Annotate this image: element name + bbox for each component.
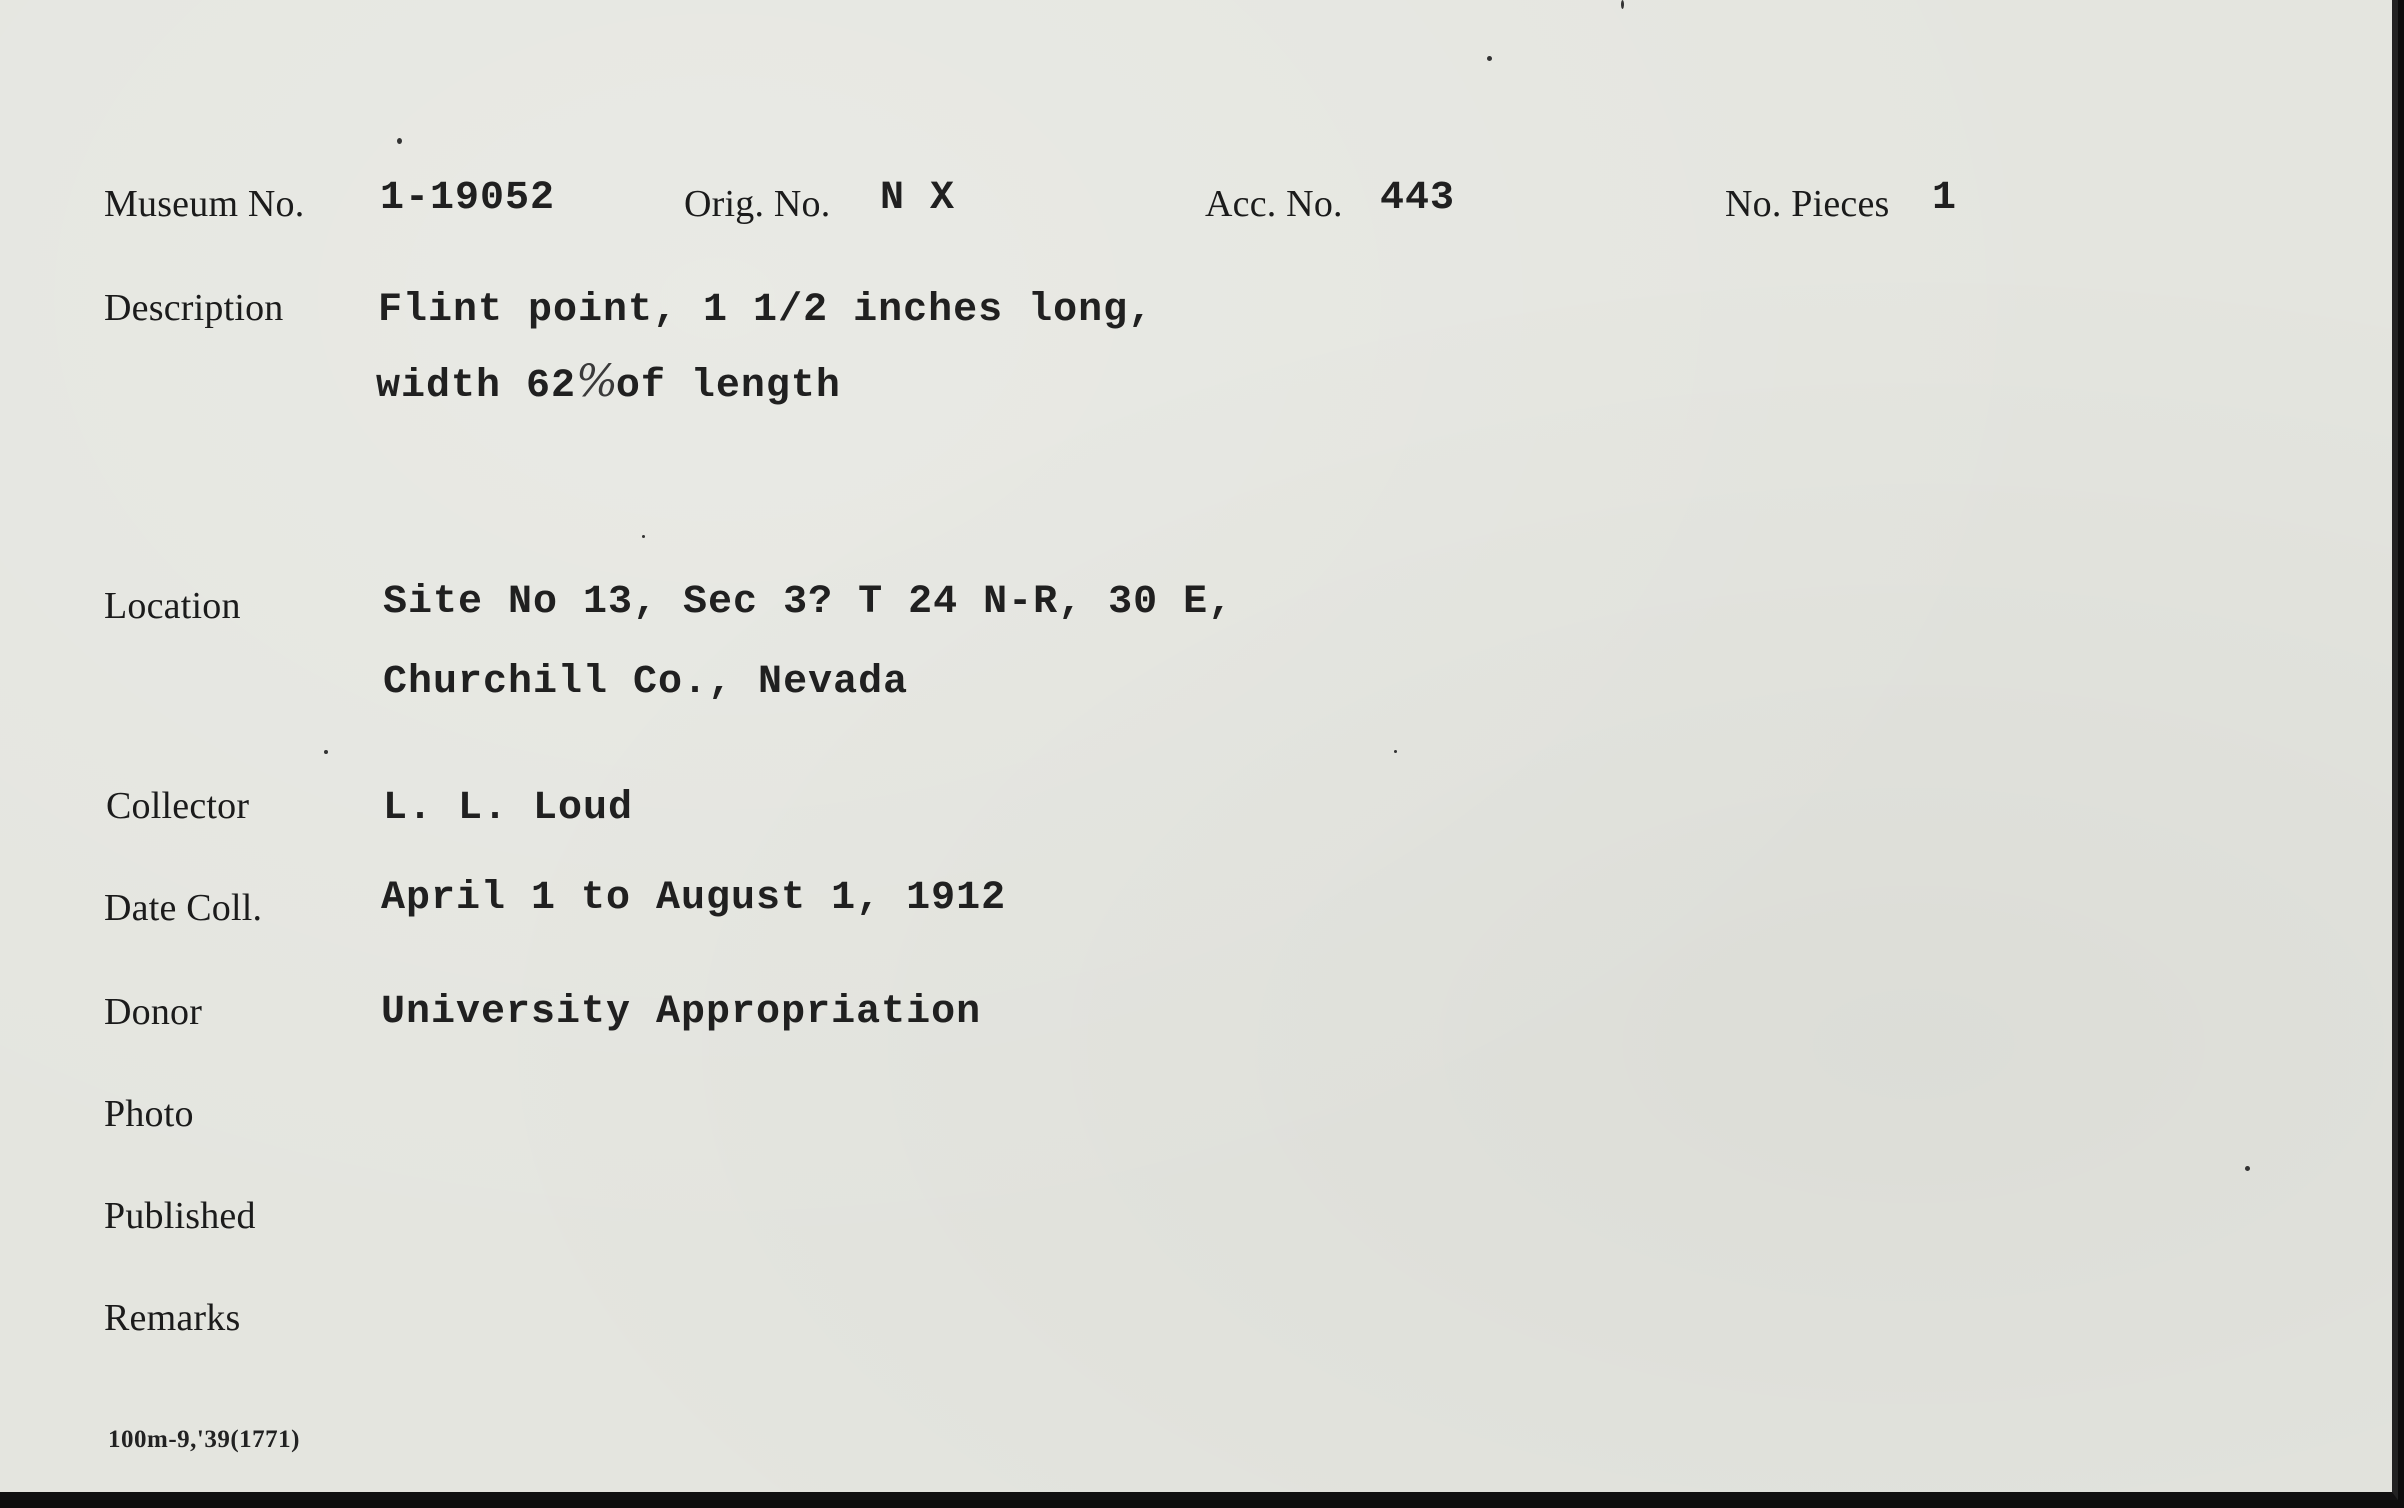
paper-speck xyxy=(2245,1166,2250,1171)
paper-speck xyxy=(324,750,328,754)
paper-speck xyxy=(1621,0,1624,9)
orig-no-value: N X xyxy=(880,176,956,221)
museum-no-value: 1-19052 xyxy=(380,176,556,221)
description-label: Description xyxy=(104,287,284,329)
location-line-1: Site No 13, Sec 3? T 24 N-R, 30 E, xyxy=(383,580,1234,625)
published-label: Published xyxy=(104,1195,256,1237)
paper-speck xyxy=(1487,56,1492,61)
donor-value: University Appropriation xyxy=(381,990,982,1035)
location-label: Location xyxy=(104,585,241,627)
acc-no-value: 443 xyxy=(1380,176,1456,221)
collector-value: L. L. Loud xyxy=(383,786,634,831)
museum-no-label: Museum No. xyxy=(104,183,305,225)
handwritten-percent: % xyxy=(576,356,616,407)
description-line-2-start: width 62 xyxy=(376,364,577,409)
description-line-2 xyxy=(376,356,841,409)
no-pieces-value: 1 xyxy=(1932,176,1958,221)
description-line-1: Flint point, 1 1/2 inches long, xyxy=(378,288,1154,333)
acc-no-label: Acc. No. xyxy=(1205,183,1343,225)
paper-speck xyxy=(397,138,402,144)
collector-label: Collector xyxy=(106,785,250,827)
photo-label: Photo xyxy=(104,1093,194,1135)
orig-no-label: Orig. No. xyxy=(684,183,831,225)
donor-label: Donor xyxy=(104,991,203,1033)
description-line-2-end: of length xyxy=(615,364,841,409)
location-line-2: Churchill Co., Nevada xyxy=(383,660,909,705)
print-code: 100m-9,'39(1771) xyxy=(108,1426,300,1453)
remarks-label: Remarks xyxy=(104,1297,241,1339)
no-pieces-label: No. Pieces xyxy=(1725,183,1890,225)
date-coll-label: Date Coll. xyxy=(104,887,263,929)
paper-speck xyxy=(642,535,645,538)
paper-speck xyxy=(1394,750,1397,753)
date-coll-value: April 1 to August 1, 1912 xyxy=(381,876,1007,921)
